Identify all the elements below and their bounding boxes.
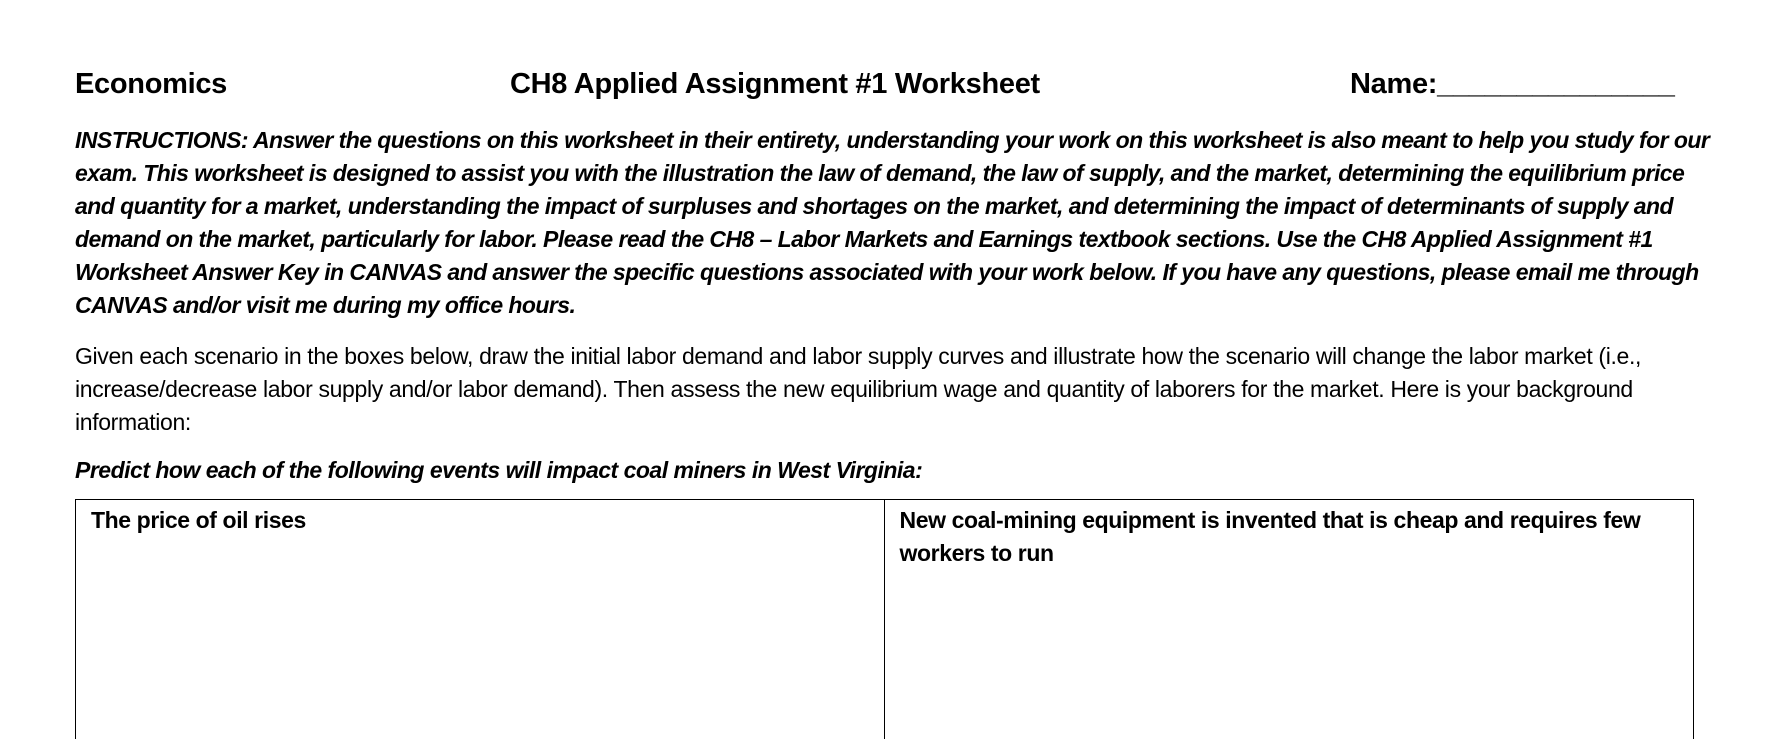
scenario-box-mining-equipment	[885, 500, 1694, 739]
scenario-boxes	[75, 499, 1694, 739]
prediction-prompt: Predict how each of the following events will impact coal miners in West Virginia:	[75, 457, 923, 483]
instructions-paragraph: INSTRUCTIONS: Answer the questions on this worksheet in their entirety, understanding your work on this worksheet is also meant to help you study for our exam. This worksheet is designed to assist you with the illustration the law of demand, the law of supply, and the market, determining the equilibrium price and quantity for a market, understanding the impact of surpluses and shortages on the market, and determining the impact of determinants of supply and demand on the market, particularly for labor. Please read the CH8 – Labor Markets and Earnings textbook sections. Use the CH8 Applied Assignment #1 Worksheet Answer Key in CANVAS and answer the specific questions associated with your work below. If you have any questions, please email me through CANVAS and/or visit me during my office hours.	[75, 127, 1710, 318]
scenario-description: Given each scenario in the boxes below, draw the initial labor demand and labor supply curves and illustrate how the scenario will change the labor market (i.e., increase/decrease labor supply and/or labor demand). Then assess the new equilibrium wage and quantity of laborers for the market. Here is your background information:	[75, 343, 1642, 435]
name-field-label: Name:_______________	[1350, 68, 1675, 100]
worksheet-title: CH8 Applied Assignment #1 Worksheet	[510, 68, 1040, 100]
scenario-box-label: New coal-mining equipment is invented that is cheap and requires few workers to run	[899, 507, 1641, 566]
scenario-box-label: The price of oil rises	[91, 507, 306, 533]
scenario-box-oil-price	[76, 500, 885, 739]
worksheet-header	[75, 68, 1695, 108]
subject-label: Economics	[75, 68, 228, 100]
